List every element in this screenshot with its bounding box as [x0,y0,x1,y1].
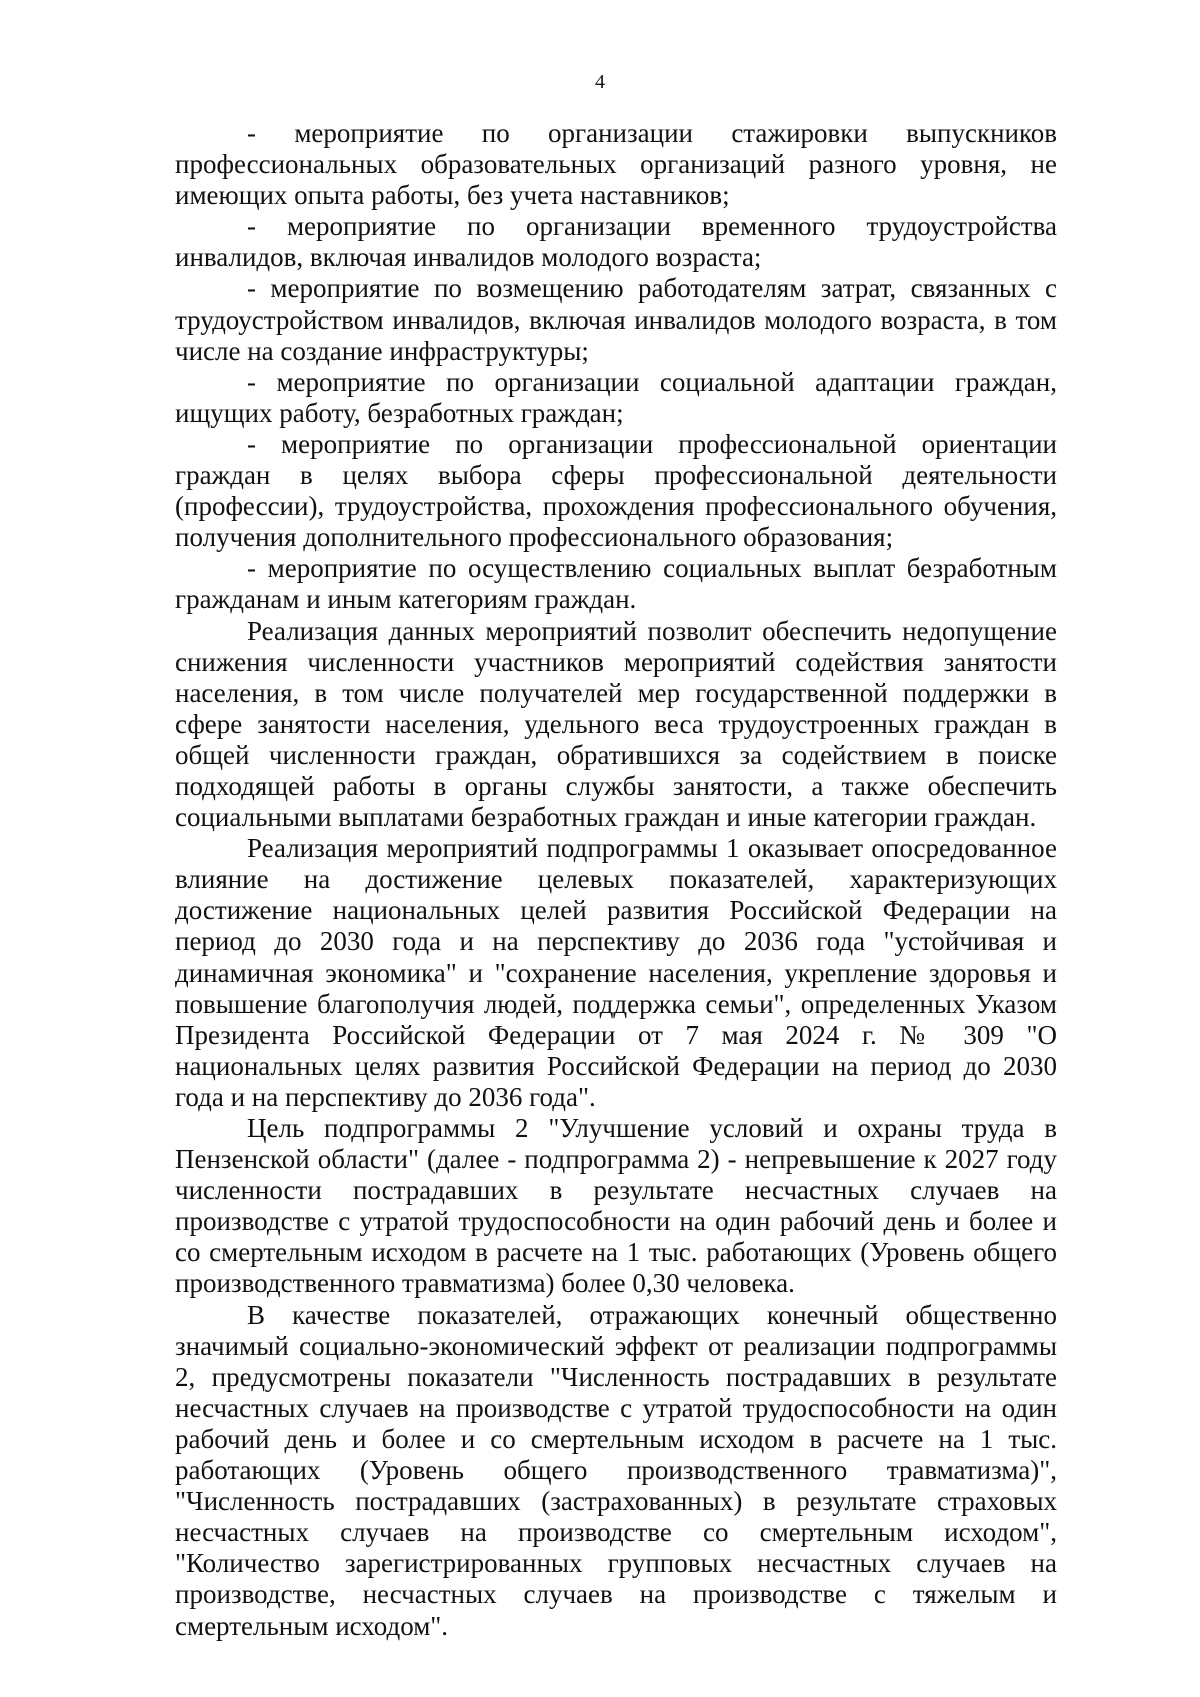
paragraph-measures-effect: Реализация данных мероприятий позволит обеспечить недопущение снижения численности участников мероприятий содействия занятости населения, в том числе получателей мер государственной поддержки в сфере занятости населения, удельного веса трудоустроенных граждан в общей численности граждан, обратившихся за содействием в поиске подходящей работы в органы службы занятости, а также обеспечить социальными выплатами безработных граждан и иные категории граждан. [175,615,1057,833]
paragraph-internship-measure: - мероприятие по организации стажировки выпускников профессиональных образовательных организаций разного уровня, не имеющих опыта работы, без учета наставников; [175,118,1057,211]
paragraph-subprogram-1-impact: Реализация мероприятий подпрограммы 1 оказывает опосредованное влияние на достижение целевых показателей, характеризующих достижение национальных целей развития Российской Федерации на период до 2030 года и на перспективу до 2036 года "устойчивая и динамичная экономика" и "сохранение населения, укрепление здоровья и повышение благополучия людей, поддержка семьи", определенных Указом Президента Российской Федерации от 7 мая 2024 г. № 309 "О национальных целях развития Российской Федерации на период до 2030 года и на перспективу до 2036 года". [175,833,1057,1112]
paragraph-temporary-employment-measure: - мероприятие по организации временного трудоустройства инвалидов, включая инвалидов молодого возраста; [175,211,1057,273]
paragraph-social-adaptation-measure: - мероприятие по организации социальной адаптации граждан, ищущих работу, безработных граждан; [175,366,1057,428]
paragraph-subprogram-2-indicators: В качестве показателей, отражающих конечный общественно значимый социально-экономический эффект от реализации подпрограммы 2, предусмотрены показатели "Численность пострадавших в результате несчастных случаев на производстве с утратой трудоспособности на один рабочий день и более и со смертельным исходом в расчете на 1 тыс. работающих (Уровень общего производственного травматизма)", "Численность пострадавших (застрахованных) в результате страховых несчастных случаев на производстве со смертельным исходом", "Количество зарегистрированных групповых несчастных случаев на производстве, несчастных случаев на производстве с тяжелым и смертельным исходом". [175,1299,1057,1641]
paragraph-social-payments-measure: - мероприятие по осуществлению социальных выплат безработным гражданам и иным категориям граждан. [175,553,1057,615]
paragraph-employer-compensation-measure: - мероприятие по возмещению работодателям затрат, связанных с трудоустройством инвалидов, включая инвалидов молодого возраста, в том числе на создание инфраструктуры; [175,273,1057,366]
document-body [175,118,1057,1642]
paragraph-career-guidance-measure: - мероприятие по организации профессиональной ориентации граждан в целях выбора сферы профессиональной деятельности (профессии), трудоустройства, прохождения профессионального обучения, получения дополнительного профессионального образования; [175,428,1057,553]
paragraph-subprogram-2-goal: Цель подпрограммы 2 "Улучшение условий и охраны труда в Пензенской области" (далее - подпрограмма 2) - непревышение к 2027 году численности пострадавших в результате несчастных случаев на производстве с утратой трудоспособности на один рабочий день и более и со смертельным исходом в расчете на 1 тыс. работающих (Уровень общего производственного травматизма) более 0,30 человека. [175,1113,1057,1299]
page-number: 4 [595,71,605,93]
